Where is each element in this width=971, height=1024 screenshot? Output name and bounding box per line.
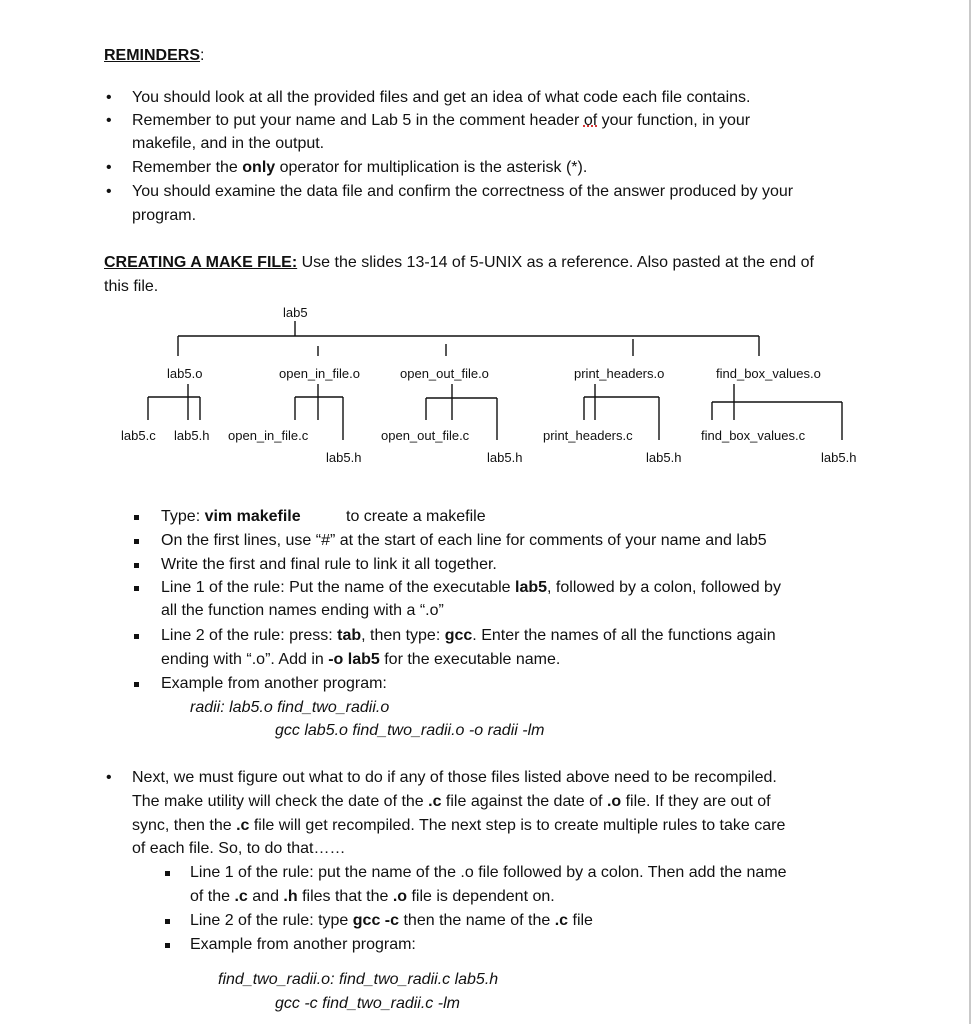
bullet: • — [106, 89, 112, 106]
diagram-header: lab5.h — [487, 450, 523, 465]
next-sub1-cont: of the .c and .h files that the .o file is dependent on. — [190, 888, 555, 905]
diagram-object: lab5.o — [167, 366, 203, 381]
reminder-2: Remember to put your name and Lab 5 in the comment header of your function, in your — [132, 112, 751, 129]
next-sub1: Line 1 of the rule: put the name of the .o file followed by a colon. Then add the name — [190, 864, 787, 881]
step-type-post: to create a makefile — [346, 508, 486, 525]
bullet — [165, 943, 170, 948]
code-dep-line1: find_two_radii.o: find_two_radii.c lab5.h — [218, 971, 499, 988]
step-line2-cont: ending with “.o”. Add in -o lab5 for the executable name. — [161, 651, 561, 668]
step-first-lines: On the first lines, use “#” at the start of each line for comments of your name and lab5 — [161, 532, 767, 549]
reminder-4: You should examine the data file and confirm the correctness of the answer produced by your — [132, 183, 794, 200]
bullet — [134, 563, 139, 568]
step-type: Type: vim makefile — [161, 508, 301, 525]
step-line2: Line 2 of the rule: press: tab, then type: gcc. Enter the names of all the functions again — [161, 627, 776, 644]
bullet — [134, 682, 139, 687]
diagram-header: lab5.h — [821, 450, 857, 465]
code-rule-line2: gcc lab5.o find_two_radii.o -o radii -lm — [275, 722, 545, 739]
diagram-source: print_headers.c — [543, 428, 633, 443]
dependency-diagram — [0, 0, 971, 470]
next-p1: Next, we must figure out what to do if any of those files listed above need to be recompiled. — [132, 769, 777, 786]
bullet — [134, 515, 139, 520]
next-sub3: Example from another program: — [190, 936, 416, 953]
bullet — [134, 634, 139, 639]
bullet: • — [106, 769, 112, 786]
reminder-2-cont: makefile, and in the output. — [132, 135, 325, 152]
diagram-object: print_headers.o — [574, 366, 665, 381]
reminder-4-cont: program. — [132, 207, 197, 224]
step-write-rule: Write the first and final rule to link it all together. — [161, 556, 497, 573]
diagram-root: lab5 — [283, 305, 308, 320]
next-sub2: Line 2 of the rule: type gcc -c then the name of the .c file — [190, 912, 593, 929]
code-dep-line2: gcc -c find_two_radii.c -lm — [275, 995, 460, 1012]
bullet — [165, 871, 170, 876]
diagram-header: lab5.h — [646, 450, 682, 465]
reminder-1: You should look at all the provided files and get an idea of what code each file contains. — [132, 89, 751, 106]
bullet: • — [106, 159, 112, 176]
code-rule-line1: radii: lab5.o find_two_radii.o — [190, 699, 390, 716]
bullet — [134, 586, 139, 591]
makefile-heading-line: CREATING A MAKE FILE: Use the slides 13-14 of 5-UNIX as a reference. Also pasted at the end of — [104, 254, 814, 271]
reminder-3: Remember the only operator for multiplication is the asterisk (*). — [132, 159, 588, 176]
diagram-object: open_out_file.o — [400, 366, 489, 381]
step-line1-cont: all the function names ending with a “.o” — [161, 602, 444, 619]
step-example: Example from another program: — [161, 675, 387, 692]
diagram-source: lab5.h — [174, 428, 210, 443]
diagram-source: open_out_file.c — [381, 428, 470, 443]
next-p2: The make utility will check the date of the .c file against the date of .o file. If they are out of — [132, 793, 771, 810]
diagram-source: open_in_file.c — [228, 428, 309, 443]
diagram-header: lab5.h — [326, 450, 362, 465]
bullet: • — [106, 183, 112, 200]
reminders-heading: REMINDERS: — [104, 47, 205, 64]
step-line1: Line 1 of the rule: Put the name of the executable lab5, followed by a colon, followed by — [161, 579, 781, 596]
makefile-intro-cont: this file. — [104, 278, 159, 295]
diagram-source: find_box_values.c — [701, 428, 806, 443]
diagram-object: open_in_file.o — [279, 366, 360, 381]
bullet — [134, 539, 139, 544]
bullet — [165, 919, 170, 924]
bullet: • — [106, 112, 112, 129]
diagram-source: lab5.c — [121, 428, 156, 443]
diagram-object: find_box_values.o — [716, 366, 821, 381]
next-p4: of each file. So, to do that…… — [132, 840, 346, 857]
next-p3: sync, then the .c file will get recompiled. The next step is to create multiple rules to take care — [132, 817, 786, 834]
